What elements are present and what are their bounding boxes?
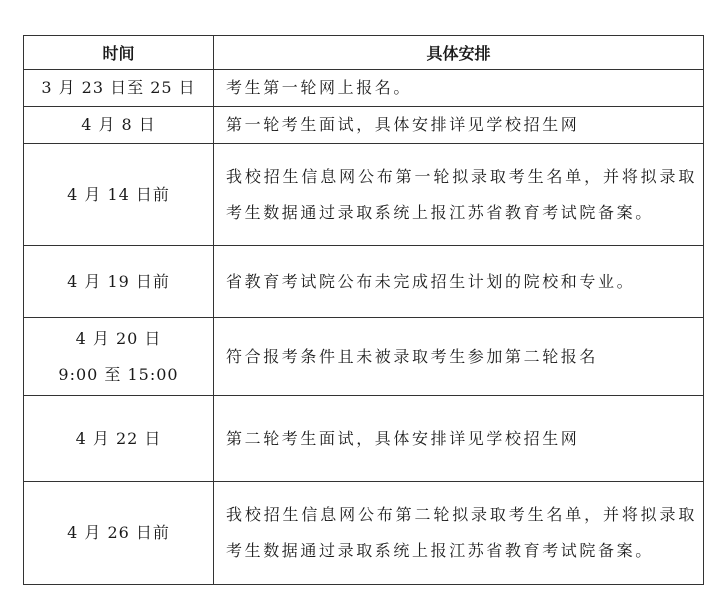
row-arrangement: 考生第一轮网上报名。 — [214, 70, 704, 107]
row-time: 3 月 23 日至 25 日 — [24, 70, 214, 107]
schedule-table-body — [24, 70, 704, 585]
row-arrangement: 省教育考试院公布未完成招生计划的院校和专业。 — [214, 246, 704, 318]
header-time: 时间 — [24, 36, 214, 70]
row-arrangement: 符合报考条件且未被录取考生参加第二轮报名 — [214, 318, 704, 396]
row-time: 4 月 8 日 — [24, 107, 214, 144]
table-row — [24, 482, 704, 585]
schedule-table — [23, 35, 704, 585]
table-row — [24, 107, 704, 144]
row-time: 4 月 22 日 — [24, 396, 214, 482]
row-arrangement: 我校招生信息网公布第二轮拟录取考生名单，并将拟录取考生数据通过录取系统上报江苏省教育考试院备案。 — [214, 482, 704, 585]
schedule-table-header — [24, 36, 704, 70]
header-row — [24, 36, 704, 70]
row-time: 4 月 19 日前 — [24, 246, 214, 318]
row-arrangement: 第一轮考生面试，具体安排详见学校招生网 — [214, 107, 704, 144]
row-arrangement: 第二轮考生面试，具体安排详见学校招生网 — [214, 396, 704, 482]
table-row — [24, 396, 704, 482]
table-row — [24, 246, 704, 318]
table-row — [24, 318, 704, 396]
row-arrangement: 我校招生信息网公布第一轮拟录取考生名单，并将拟录取考生数据通过录取系统上报江苏省教育考试院备案。 — [214, 144, 704, 246]
row-time: 4 月 14 日前 — [24, 144, 214, 246]
row-time: 4 月 26 日前 — [24, 482, 214, 585]
header-arrangement: 具体安排 — [214, 36, 704, 70]
row-time: 4 月 20 日 9:00 至 15:00 — [24, 318, 214, 396]
table-row — [24, 70, 704, 107]
table-row — [24, 144, 704, 246]
